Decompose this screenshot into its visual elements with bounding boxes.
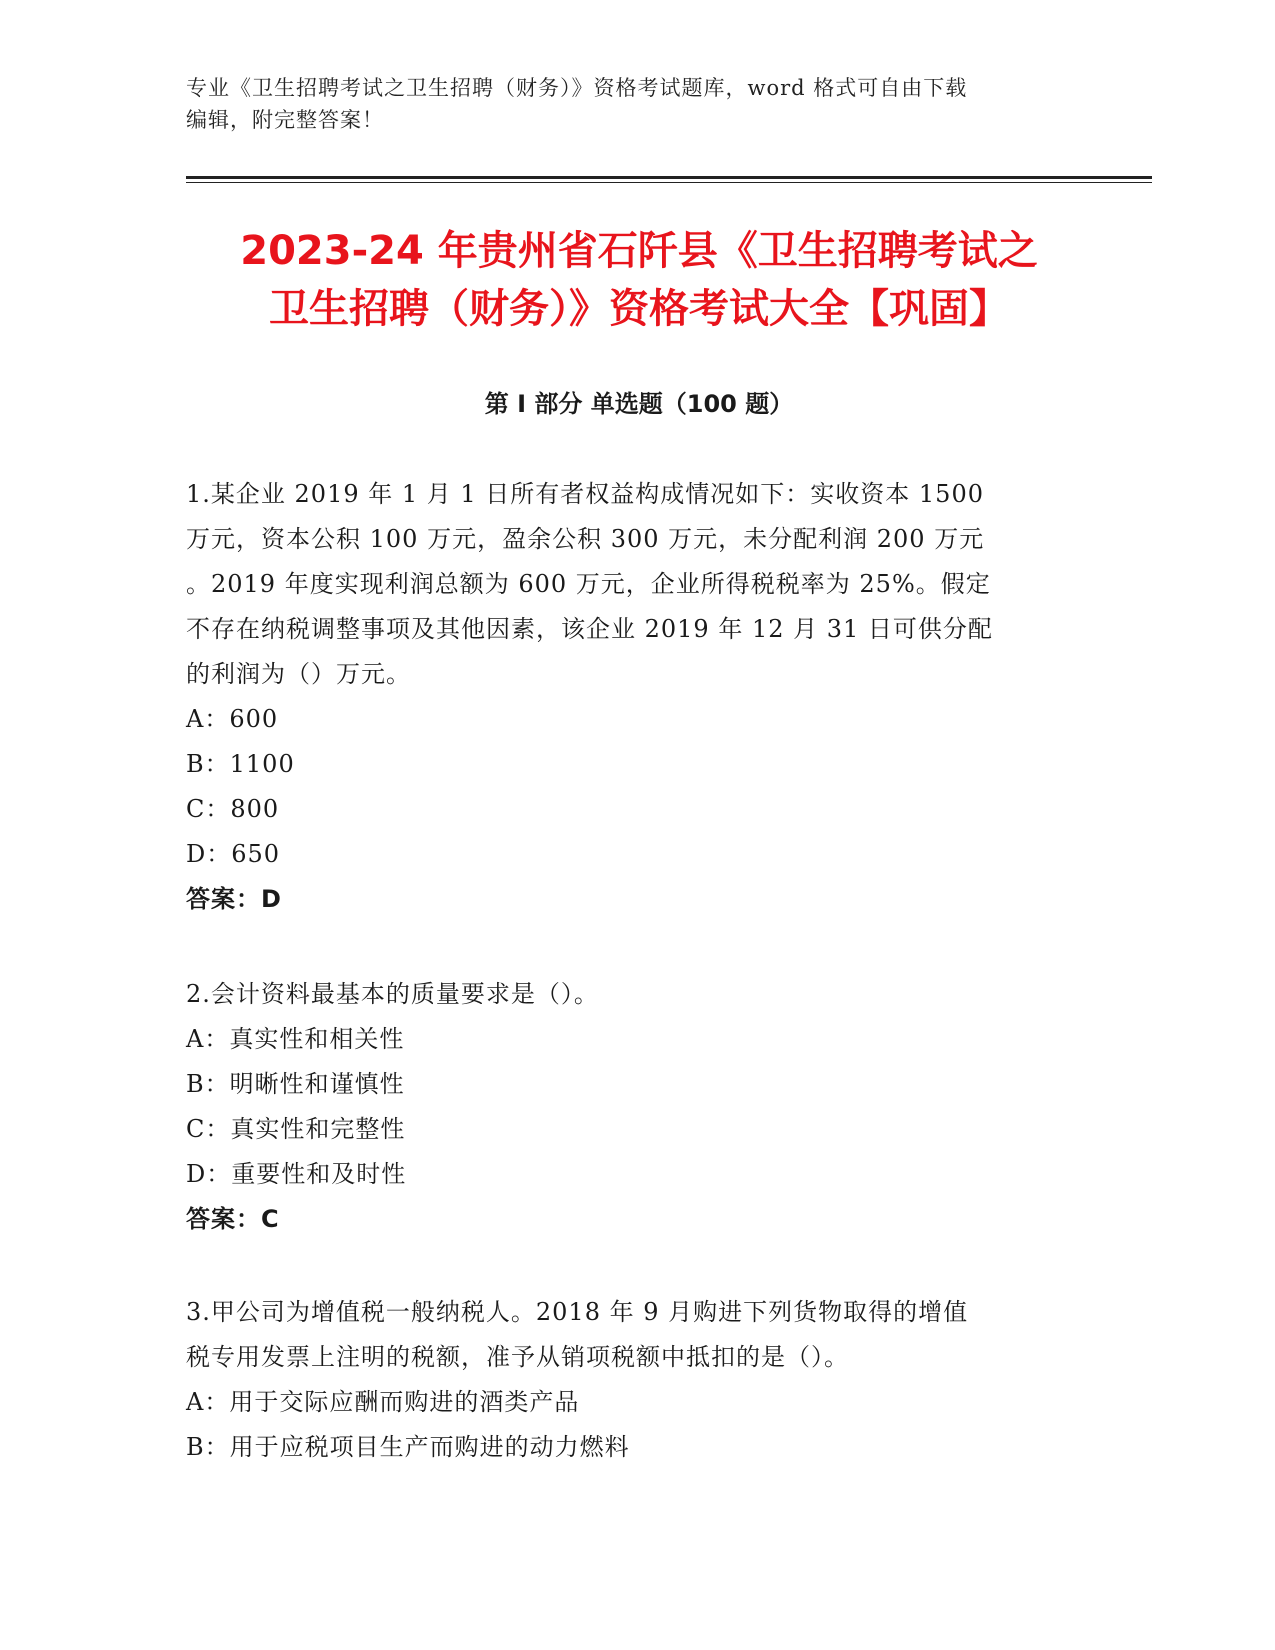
header-note (186, 72, 1066, 136)
question-stem: 3.甲公司为增值税一般纳税人。2018 年 9 月购进下列货物取得的增值 (186, 1298, 969, 1326)
option-b: B：1100 (186, 750, 295, 778)
option-a: A：600 (186, 705, 279, 733)
option-b: B：明晰性和谨慎性 (186, 1070, 405, 1098)
question-block (186, 472, 1076, 922)
question-stem: 万元，资本公积 100 万元，盈余公积 300 万元，未分配利润 200 万元 (186, 525, 985, 553)
header-divider-thick (186, 176, 1152, 179)
answer-label: 答案：C (186, 1205, 280, 1233)
option-d: D：650 (186, 840, 281, 868)
section-heading: 第 I 部分 单选题（100 题） (484, 390, 794, 418)
question-stem: 1.某企业 2019 年 1 月 1 日所有者权益构成情况如下：实收资本 1500 (186, 480, 984, 508)
option-c: C：800 (186, 795, 280, 823)
question-stem: 2.会计资料最基本的质量要求是（）。 (186, 980, 599, 1008)
question-stem: 不存在纳税调整事项及其他因素，该企业 2019 年 12 月 31 日可供分配 (186, 615, 993, 643)
question-stem: 税专用发票上注明的税额，准予从销项税额中抵扣的是（）。 (186, 1343, 849, 1371)
document-title-line: 2023-24 年贵州省石阡县《卫生招聘考试之 (240, 228, 1038, 274)
header-note-line: 专业《卫生招聘考试之卫生招聘（财务）》资格考试题库，word 格式可自由下载 (186, 76, 968, 100)
option-d: D：重要性和及时性 (186, 1160, 407, 1188)
question-stem: 。2019 年度实现利润总额为 600 万元，企业所得税税率为 25%。假定 (186, 570, 991, 598)
option-b: B：用于应税项目生产而购进的动力燃料 (186, 1433, 630, 1461)
answer-label: 答案：D (186, 885, 282, 913)
document-title-line: 卫生招聘（财务）》资格考试大全【巩固】 (269, 286, 1009, 332)
header-note-line: 编辑，附完整答案！ (186, 108, 384, 132)
question-stem: 的利润为（）万元。 (186, 660, 411, 688)
question-block (186, 972, 1076, 1242)
option-a: A：真实性和相关性 (186, 1025, 405, 1053)
document-title (186, 222, 1092, 338)
option-c: C：真实性和完整性 (186, 1115, 406, 1143)
option-a: A：用于交际应酬而购进的酒类产品 (186, 1388, 580, 1416)
header-divider-thin (186, 182, 1152, 183)
question-block (186, 1290, 1076, 1470)
